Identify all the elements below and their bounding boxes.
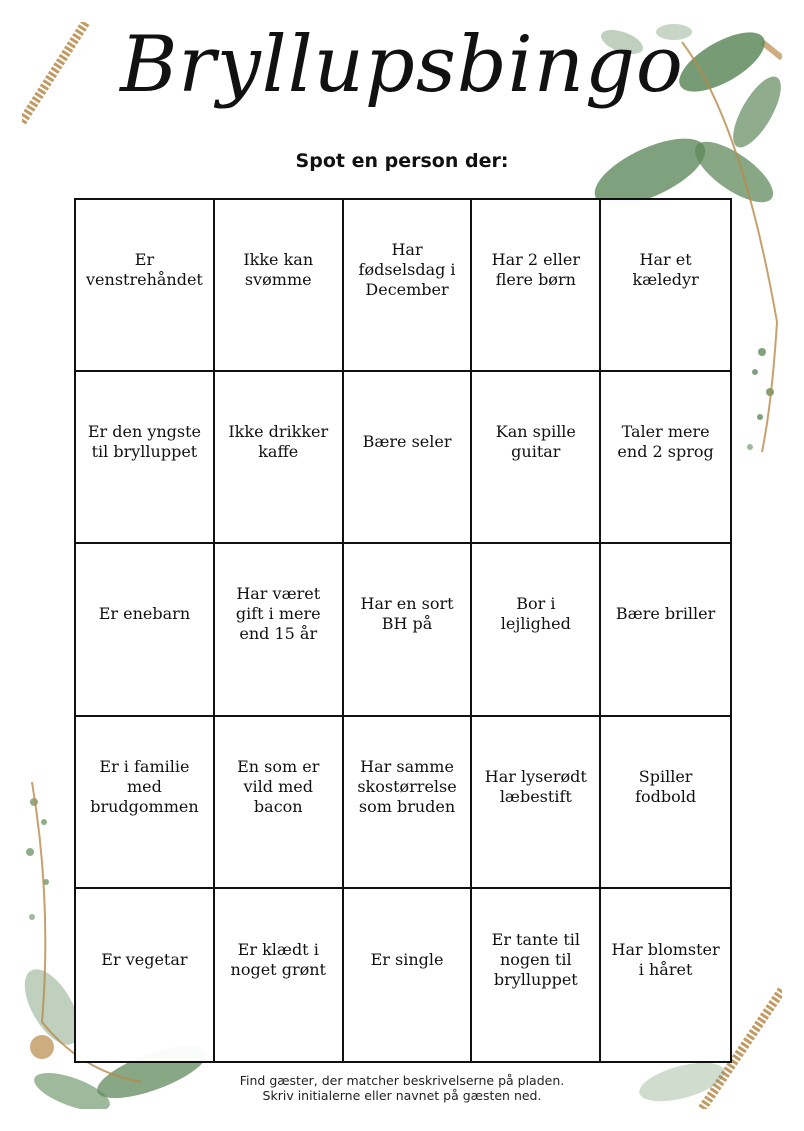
bingo-cell[interactable]: Har 2 eller flere børn <box>472 200 601 372</box>
bingo-cell[interactable]: Er venstrehåndet <box>76 200 215 372</box>
footer-line-2: Skriv initialerne eller navnet på gæsten ned. <box>262 1088 542 1103</box>
subtitle: Spot en person der: <box>295 150 509 172</box>
bingo-grid <box>74 198 732 1063</box>
bingo-cell[interactable]: Ikke kan svømme <box>215 200 344 372</box>
bingo-cell[interactable]: Har fødselsdag i December <box>344 200 473 372</box>
bingo-cell[interactable]: Har lyserødt læbestift <box>472 717 601 889</box>
bingo-cell[interactable]: Er den yngste til brylluppet <box>76 372 215 544</box>
bingo-cell[interactable]: Kan spille guitar <box>472 372 601 544</box>
bingo-cell[interactable]: Er vegetar <box>76 889 215 1061</box>
bingo-cell[interactable]: Bor i lejlighed <box>472 544 601 716</box>
bingo-cell[interactable]: Bære briller <box>601 544 730 716</box>
bingo-cell[interactable]: Er klædt i noget grønt <box>215 889 344 1061</box>
bingo-cell[interactable]: Spiller fodbold <box>601 717 730 889</box>
bingo-cell[interactable]: Bære seler <box>344 372 473 544</box>
footer-line-1: Find gæster, der matcher beskrivelserne på pladen. <box>239 1073 565 1088</box>
bingo-cell[interactable]: Er tante til nogen til brylluppet <box>472 889 601 1061</box>
bingo-cell[interactable]: Er enebarn <box>76 544 215 716</box>
bingo-cell[interactable]: Er single <box>344 889 473 1061</box>
bingo-cell[interactable]: Er i familie med brudgommen <box>76 717 215 889</box>
bingo-cell[interactable]: Har et kæledyr <box>601 200 730 372</box>
bingo-cell[interactable]: Har blomster i håret <box>611 939 720 979</box>
bingo-cell[interactable]: Har været gift i mere end 15 år <box>215 544 344 716</box>
bingo-cell[interactable]: En som er vild med bacon <box>215 717 344 889</box>
bingo-cell[interactable]: Har en sort BH på <box>344 544 473 716</box>
bingo-cell[interactable]: Har samme skostørrelse som bruden <box>344 717 473 889</box>
bingo-cell[interactable]: Ikke drikker kaffe <box>215 372 344 544</box>
bingo-cell[interactable]: Taler mere end 2 sprog <box>601 372 730 544</box>
footer-instructions <box>0 1073 804 1103</box>
page-title: Bryllupsbingo <box>120 20 684 110</box>
